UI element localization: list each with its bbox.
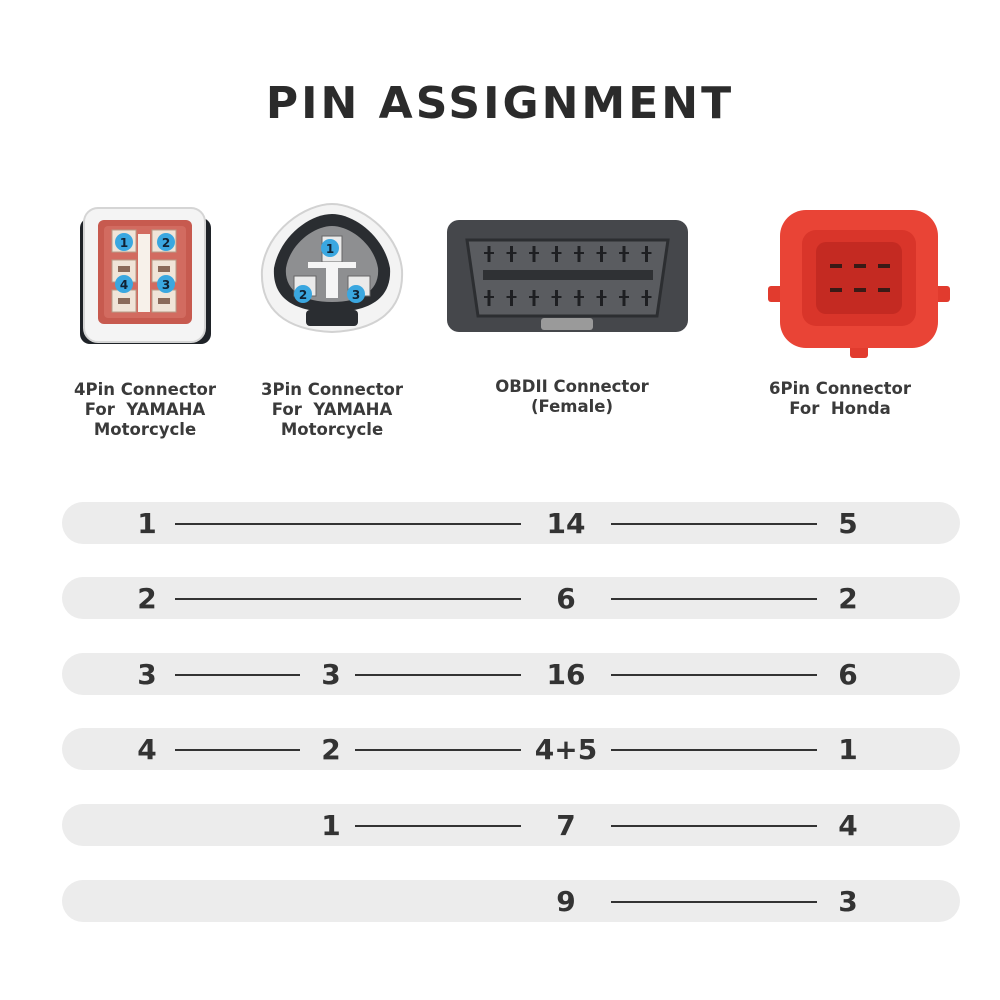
pin-number: 2 (838, 582, 858, 615)
pin-label: 1 (325, 242, 335, 256)
caption-obd2 (462, 377, 682, 417)
pin-label: 2 (161, 236, 171, 250)
pin-label: 3 (351, 288, 361, 302)
pin-row (62, 502, 960, 544)
pin-number: 6 (838, 658, 858, 691)
pin-row (62, 728, 960, 770)
connection-line (175, 749, 300, 751)
caption-line: OBDII Connector (495, 377, 649, 396)
pin-number: 7 (556, 809, 576, 842)
pin-row (62, 653, 960, 695)
caption-line: For YAMAHA (84, 400, 206, 419)
pin-number: 6 (556, 582, 576, 615)
pin-badge (115, 233, 133, 251)
pin-row (62, 577, 960, 619)
pin-number: 9 (556, 885, 576, 918)
caption-line: 4Pin Connector (74, 380, 216, 399)
yamaha-3pin-connector-image (258, 200, 406, 338)
pin-number: 3 (137, 658, 157, 691)
connection-line (611, 598, 817, 600)
caption-line: 3Pin Connector (261, 380, 403, 399)
pin-number: 1 (137, 507, 157, 540)
pin-badge (157, 275, 175, 293)
connection-line (611, 901, 817, 903)
pin-row (62, 804, 960, 846)
connection-line (175, 674, 300, 676)
honda-6pin-connector-image (768, 206, 950, 360)
pin-row (62, 880, 960, 922)
connection-line (175, 523, 521, 525)
pin-number: 16 (546, 658, 586, 691)
pin-label: 2 (298, 288, 308, 302)
connection-line (355, 674, 521, 676)
caption-line: (Female) (530, 397, 614, 416)
yamaha-4pin-connector-image (78, 204, 213, 349)
pin-label: 4 (119, 278, 129, 292)
pin-badge (157, 233, 175, 251)
connection-line (611, 749, 817, 751)
caption-line: For Honda (789, 399, 891, 418)
pin-number: 1 (838, 733, 858, 766)
page-title: PIN ASSIGNMENT (265, 78, 735, 129)
pin-number: 2 (321, 733, 341, 766)
pin-number: 5 (838, 507, 858, 540)
pin-badge (321, 239, 339, 257)
pin-number: 14 (546, 507, 586, 540)
obd2-connector-image (445, 218, 690, 334)
pin-label: 1 (119, 236, 129, 250)
caption-line: Motorcycle (280, 420, 384, 439)
pin-number: 4 (838, 809, 858, 842)
pin-badge (294, 285, 312, 303)
connection-line (355, 749, 521, 751)
pin-number: 3 (838, 885, 858, 918)
pin-label: 3 (161, 278, 171, 292)
caption-line: Motorcycle (93, 420, 197, 439)
connection-line (175, 598, 521, 600)
pin-number: 1 (321, 809, 341, 842)
caption-line: For YAMAHA (271, 400, 393, 419)
caption-honda-6pin (730, 379, 950, 419)
connection-line (355, 825, 521, 827)
connection-line (611, 825, 817, 827)
connection-line (611, 523, 817, 525)
pin-number: 4 (137, 733, 157, 766)
pin-number: 4+5 (534, 733, 598, 766)
pin-number: 2 (137, 582, 157, 615)
caption-line: 6Pin Connector (769, 379, 911, 398)
caption-yamaha-3pin (237, 380, 427, 440)
caption-yamaha-4pin (50, 380, 240, 440)
pin-number: 3 (321, 658, 341, 691)
pin-badge (347, 285, 365, 303)
pin-badge (115, 275, 133, 293)
connection-line (611, 674, 817, 676)
